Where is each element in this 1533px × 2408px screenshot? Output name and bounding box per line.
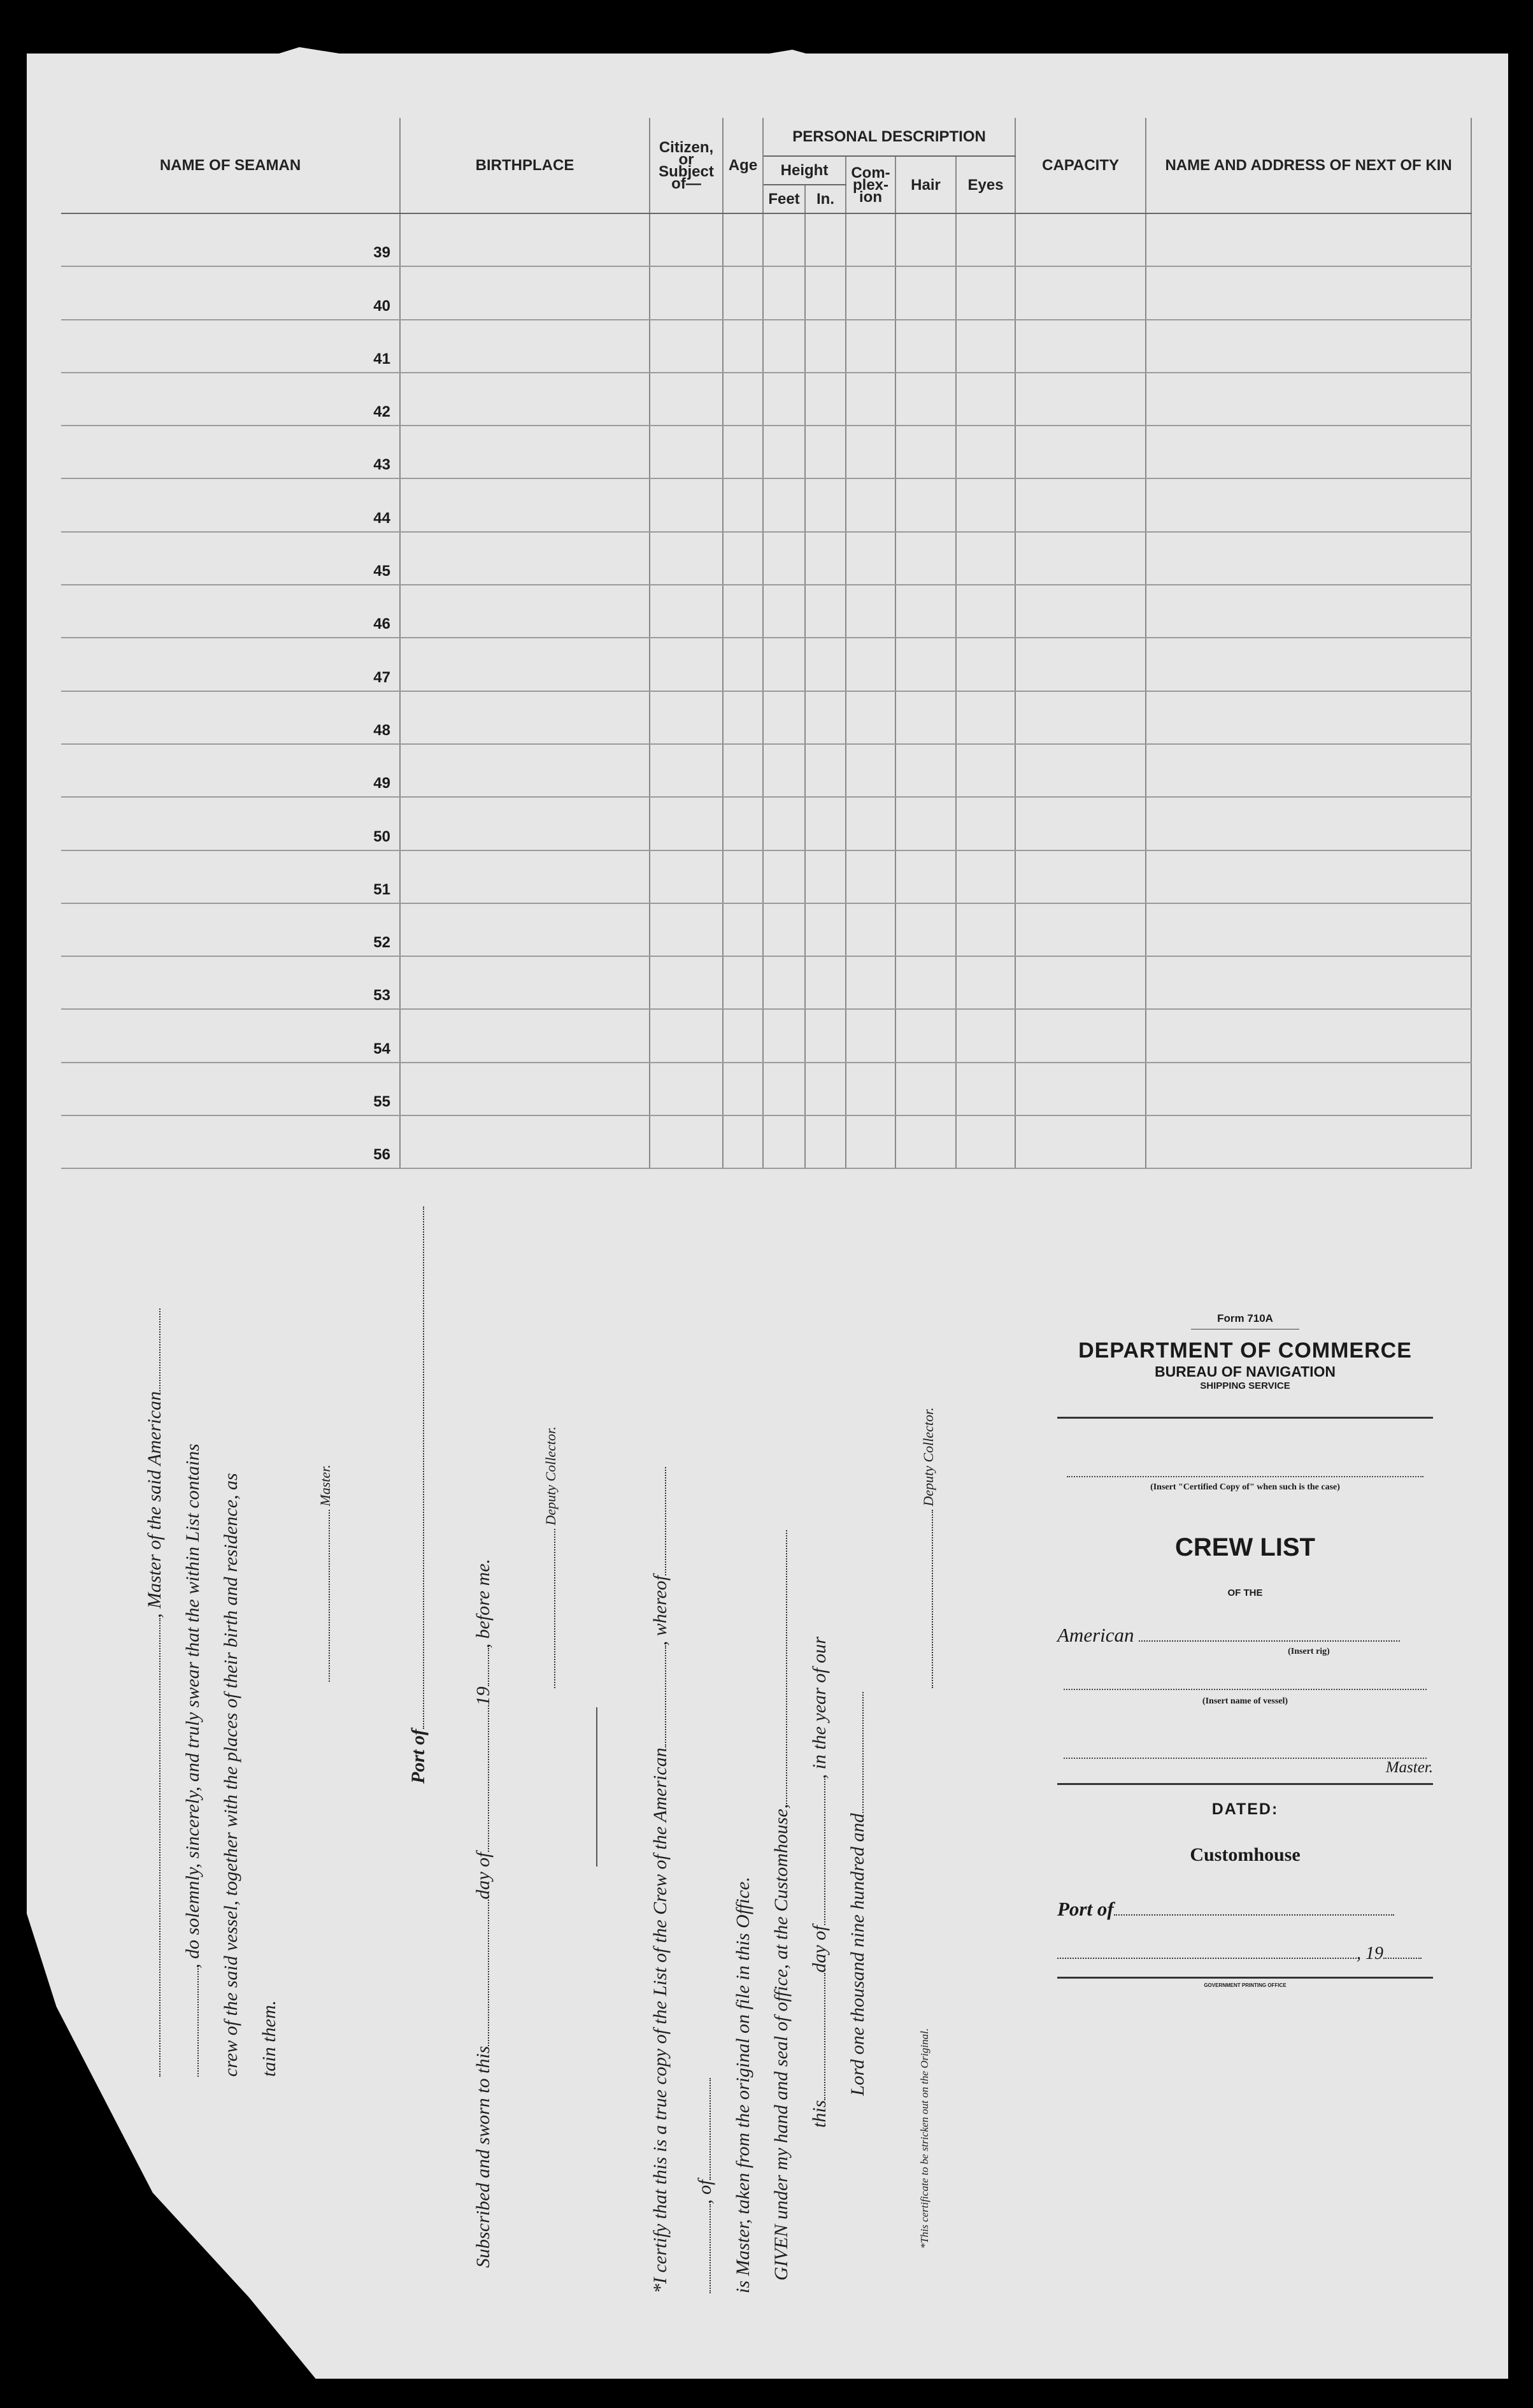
table-cell[interactable] (400, 532, 650, 585)
table-cell[interactable] (1015, 213, 1146, 266)
printer-imprint: GOVERNMENT PRINTING OFFICE (1204, 1982, 1287, 1988)
table-cell[interactable] (1015, 478, 1146, 531)
table-cell[interactable] (650, 744, 723, 797)
table-cell[interactable] (805, 266, 846, 319)
table-cell[interactable] (723, 1063, 763, 1115)
table-cell[interactable] (763, 478, 805, 531)
table-cell[interactable] (400, 638, 650, 691)
table-cell[interactable] (846, 850, 895, 903)
table-cell[interactable] (895, 373, 956, 426)
table-cell[interactable] (1015, 744, 1146, 797)
form-number: Form 710A (1217, 1312, 1273, 1324)
table-cell[interactable] (650, 373, 723, 426)
crew-table-region (61, 118, 1471, 1164)
table-cell[interactable] (1015, 638, 1146, 691)
table-cell[interactable] (1146, 1063, 1471, 1115)
table-cell[interactable] (805, 744, 846, 797)
table-cell[interactable] (723, 373, 763, 426)
certificate-line-5: thisday of, in the year of our (809, 1637, 830, 2128)
table-cell[interactable] (1015, 1063, 1146, 1115)
rule (1057, 1417, 1433, 1419)
header-next-of-kin: NAME AND ADDRESS OF NEXT OF KIN (1146, 118, 1471, 213)
table-cell[interactable] (1015, 266, 1146, 319)
table-cell[interactable] (956, 903, 1015, 956)
table-cell[interactable] (805, 373, 846, 426)
table-cell[interactable] (650, 1063, 723, 1115)
table-cell[interactable] (1146, 797, 1471, 850)
table-cell[interactable] (1146, 213, 1471, 266)
table-cell[interactable] (895, 1063, 956, 1115)
table-cell[interactable] (763, 373, 805, 426)
header-citizen: Citizen, or Subject of— (650, 118, 723, 213)
header-capacity: CAPACITY (1015, 118, 1146, 213)
table-cell[interactable] (1146, 426, 1471, 478)
table-cell[interactable] (956, 213, 1015, 266)
table-cell[interactable] (846, 213, 895, 266)
table-cell[interactable] (895, 638, 956, 691)
table-row (61, 744, 1471, 797)
service-title: SHIPPING SERVICE (1200, 1380, 1290, 1391)
table-cell[interactable] (805, 638, 846, 691)
table-cell[interactable] (1146, 691, 1471, 744)
table-cell[interactable] (846, 797, 895, 850)
vessel-name-line[interactable] (1064, 1689, 1427, 1690)
table-row (61, 320, 1471, 373)
table-row (61, 797, 1471, 850)
table-cell[interactable] (1015, 903, 1146, 956)
table-cell[interactable] (956, 585, 1015, 638)
table-cell[interactable] (1015, 320, 1146, 373)
table-cell[interactable] (1015, 1115, 1146, 1168)
table-cell[interactable] (846, 638, 895, 691)
table-cell[interactable] (956, 320, 1015, 373)
table-cell[interactable] (956, 532, 1015, 585)
table-cell[interactable] (763, 532, 805, 585)
table-cell[interactable] (400, 744, 650, 797)
table-cell[interactable] (650, 426, 723, 478)
table-cell[interactable] (650, 585, 723, 638)
table-cell[interactable] (956, 956, 1015, 1009)
row-number-cell[interactable]: 51 (61, 850, 400, 903)
cover-panel (1057, 1312, 1433, 1988)
table-cell[interactable] (846, 266, 895, 319)
crew-rows (61, 213, 1471, 1168)
table-cell[interactable] (805, 532, 846, 585)
table-cell[interactable] (895, 213, 956, 266)
row-number-cell[interactable]: 48 (61, 691, 400, 744)
header-name-of-seaman: NAME OF SEAMAN (61, 118, 400, 213)
certificate-line-4: GIVEN under my hand and seal of office, at the Customhouse, (771, 1530, 792, 2281)
bureau-title: BUREAU OF NAVIGATION (1154, 1363, 1336, 1380)
rule (1057, 1783, 1433, 1785)
table-row (61, 532, 1471, 585)
table-cell[interactable] (1146, 903, 1471, 956)
of-the-label: OF THE (1227, 1587, 1263, 1598)
insert-rig-note: (Insert rig) (1288, 1647, 1330, 1656)
table-cell[interactable] (650, 956, 723, 1009)
row-number-cell[interactable]: 42 (61, 373, 400, 426)
row-number-cell[interactable]: 44 (61, 478, 400, 531)
table-cell[interactable] (805, 426, 846, 478)
table-row (61, 266, 1471, 319)
crew-table (61, 118, 1472, 1169)
table-cell[interactable] (895, 744, 956, 797)
table-cell[interactable] (400, 213, 650, 266)
row-number-cell[interactable]: 50 (61, 797, 400, 850)
row-number-cell[interactable]: 45 (61, 532, 400, 585)
table-cell[interactable] (846, 744, 895, 797)
table-cell[interactable] (763, 797, 805, 850)
table-cell[interactable] (1146, 532, 1471, 585)
table-cell[interactable] (956, 426, 1015, 478)
row-number-cell[interactable]: 52 (61, 903, 400, 956)
row-number-cell[interactable]: 56 (61, 1115, 400, 1168)
table-cell[interactable] (805, 585, 846, 638)
vessel-rig-line: American (1057, 1624, 1433, 1647)
table-cell[interactable] (763, 956, 805, 1009)
table-cell[interactable] (1146, 744, 1471, 797)
table-cell[interactable] (1015, 585, 1146, 638)
table-row (61, 478, 1471, 531)
oath-master-signature: Master. (317, 1465, 334, 1682)
row-number-cell[interactable]: 43 (61, 426, 400, 478)
table-cell[interactable] (723, 903, 763, 956)
table-cell[interactable] (400, 903, 650, 956)
header-birthplace: BIRTHPLACE (400, 118, 650, 213)
oath-deputy-collector: Deputy Collector. (543, 1426, 559, 1688)
table-cell[interactable] (846, 956, 895, 1009)
table-cell[interactable] (723, 320, 763, 373)
table-cell[interactable] (650, 1009, 723, 1062)
table-cell[interactable] (400, 1115, 650, 1168)
table-cell[interactable] (956, 478, 1015, 531)
table-row (61, 1009, 1471, 1062)
table-cell[interactable] (650, 266, 723, 319)
table-cell[interactable] (400, 1009, 650, 1062)
table-cell[interactable] (1146, 638, 1471, 691)
table-cell[interactable] (723, 691, 763, 744)
certificate-line-6: Lord one thousand nine hundred and (847, 1692, 869, 2096)
table-cell[interactable] (1146, 373, 1471, 426)
table-cell[interactable] (723, 426, 763, 478)
table-cell[interactable] (846, 532, 895, 585)
customhouse-label: Customhouse (1190, 1844, 1301, 1865)
table-cell[interactable] (895, 1115, 956, 1168)
table-cell[interactable] (723, 532, 763, 585)
table-cell[interactable] (805, 691, 846, 744)
table-cell[interactable] (763, 266, 805, 319)
insert-vessel-note: (Insert name of vessel) (1202, 1696, 1288, 1706)
certificate-line-1: *I certify that this is a true copy of the List of the Crew of the American, whereof (650, 1467, 671, 2293)
table-cell[interactable] (1146, 266, 1471, 319)
table-cell[interactable] (895, 532, 956, 585)
table-row (61, 1115, 1471, 1168)
table-cell[interactable] (895, 478, 956, 531)
row-number-cell[interactable]: 53 (61, 956, 400, 1009)
table-cell[interactable] (805, 478, 846, 531)
table-row (61, 585, 1471, 638)
table-cell[interactable] (723, 266, 763, 319)
row-number-cell[interactable]: 41 (61, 320, 400, 373)
department-title: DEPARTMENT OF COMMERCE (1078, 1338, 1412, 1363)
table-cell[interactable] (846, 1063, 895, 1115)
table-cell[interactable] (723, 850, 763, 903)
master-label: Master. (1385, 1759, 1433, 1776)
table-cell[interactable] (895, 691, 956, 744)
table-cell[interactable] (805, 213, 846, 266)
table-cell[interactable] (650, 638, 723, 691)
table-cell[interactable] (895, 903, 956, 956)
table-cell[interactable] (400, 373, 650, 426)
table-cell[interactable] (763, 638, 805, 691)
header-age: Age (723, 118, 763, 213)
table-cell[interactable] (1015, 373, 1146, 426)
table-cell[interactable] (956, 1115, 1015, 1168)
oath-line-1: , Master of the said American (144, 1308, 166, 2077)
table-cell[interactable] (763, 213, 805, 266)
row-number-cell[interactable]: 40 (61, 266, 400, 319)
table-cell[interactable] (895, 585, 956, 638)
table-cell[interactable] (1146, 478, 1471, 531)
table-cell[interactable] (400, 691, 650, 744)
table-row (61, 213, 1471, 266)
table-cell[interactable] (763, 850, 805, 903)
table-cell[interactable] (895, 956, 956, 1009)
table-cell[interactable] (650, 478, 723, 531)
table-row (61, 1063, 1471, 1115)
table-cell[interactable] (650, 850, 723, 903)
table-cell[interactable] (1146, 850, 1471, 903)
table-cell[interactable] (400, 585, 650, 638)
rule (1057, 1977, 1433, 1979)
table-cell[interactable] (400, 850, 650, 903)
table-cell[interactable] (956, 1063, 1015, 1115)
table-cell[interactable] (805, 1063, 846, 1115)
table-cell[interactable] (400, 266, 650, 319)
table-cell[interactable] (805, 320, 846, 373)
table-cell[interactable] (1015, 1009, 1146, 1062)
row-number-cell[interactable]: 54 (61, 1009, 400, 1062)
certificate-footnote: *This certificate to be stricken out on the Original. (918, 2028, 930, 2249)
table-cell[interactable] (956, 1009, 1015, 1062)
oath-line-2: , do solemnly, sincerely, and truly swear that the within List contains (182, 1444, 204, 2077)
table-row (61, 426, 1471, 478)
table-cell[interactable] (400, 320, 650, 373)
table-cell[interactable] (650, 903, 723, 956)
table-cell[interactable] (805, 903, 846, 956)
table-cell[interactable] (1015, 850, 1146, 903)
table-row (61, 638, 1471, 691)
table-row (61, 903, 1471, 956)
table-cell[interactable] (650, 797, 723, 850)
table-row (61, 373, 1471, 426)
oath-line-3: crew of the said vessel, together with the places of their birth and residence, as (220, 1473, 241, 2077)
table-cell[interactable] (1015, 532, 1146, 585)
table-cell[interactable] (723, 744, 763, 797)
table-cell[interactable] (805, 797, 846, 850)
table-cell[interactable] (650, 1115, 723, 1168)
table-cell[interactable] (763, 585, 805, 638)
header-feet: Feet (763, 185, 805, 213)
table-cell[interactable] (846, 1009, 895, 1062)
certificate-line-2: , of (694, 2078, 716, 2293)
table-cell[interactable] (763, 744, 805, 797)
table-cell[interactable] (763, 426, 805, 478)
header-height: Height (763, 156, 846, 185)
table-cell[interactable] (1015, 691, 1146, 744)
table-cell[interactable] (1015, 956, 1146, 1009)
oath-port-of: Port of (408, 1207, 429, 1784)
table-cell[interactable] (763, 1063, 805, 1115)
port-of-line: Port of (1057, 1898, 1433, 1921)
certificate-line-3: is Master, taken from the original on file in this Office. (732, 1877, 753, 2293)
table-cell[interactable] (805, 956, 846, 1009)
table-cell[interactable] (650, 691, 723, 744)
table-cell[interactable] (1146, 320, 1471, 373)
table-cell[interactable] (723, 1115, 763, 1168)
table-cell[interactable] (956, 744, 1015, 797)
table-row (61, 956, 1471, 1009)
table-cell[interactable] (805, 850, 846, 903)
table-cell[interactable] (1015, 797, 1146, 850)
table-cell[interactable] (650, 320, 723, 373)
table-cell[interactable] (723, 797, 763, 850)
table-cell[interactable] (846, 426, 895, 478)
table-cell[interactable] (400, 478, 650, 531)
table-cell[interactable] (723, 1009, 763, 1062)
table-cell[interactable] (895, 1009, 956, 1062)
oath-line-4: tain them. (259, 2000, 280, 2077)
table-cell[interactable] (763, 1115, 805, 1168)
header-personal-description: PERSONAL DESCRIPTION (763, 118, 1015, 156)
certificate-deputy-collector: Deputy Collector. (920, 1407, 937, 1688)
table-cell[interactable] (400, 1063, 650, 1115)
table-cell[interactable] (895, 426, 956, 478)
row-number-cell[interactable]: 46 (61, 585, 400, 638)
table-cell[interactable] (723, 638, 763, 691)
header-complexion: Com-plex-ion (846, 156, 895, 213)
table-cell[interactable] (846, 373, 895, 426)
date-line: , 19 (1057, 1944, 1433, 1964)
table-cell[interactable] (956, 373, 1015, 426)
table-cell[interactable] (650, 532, 723, 585)
table-cell[interactable] (763, 903, 805, 956)
table-cell[interactable] (1015, 426, 1146, 478)
row-number-cell[interactable]: 55 (61, 1063, 400, 1115)
row-number-cell[interactable]: 47 (61, 638, 400, 691)
table-cell[interactable] (895, 850, 956, 903)
table-cell[interactable] (400, 797, 650, 850)
table-cell[interactable] (650, 213, 723, 266)
row-number-cell[interactable]: 49 (61, 744, 400, 797)
table-cell[interactable] (956, 850, 1015, 903)
table-cell[interactable] (1146, 956, 1471, 1009)
table-cell[interactable] (846, 691, 895, 744)
table-cell[interactable] (895, 266, 956, 319)
row-number-cell[interactable]: 39 (61, 213, 400, 266)
table-cell[interactable] (1146, 1009, 1471, 1062)
table-cell[interactable] (805, 1009, 846, 1062)
table-cell[interactable] (895, 797, 956, 850)
table-row (61, 691, 1471, 744)
table-cell[interactable] (723, 956, 763, 1009)
table-cell[interactable] (763, 320, 805, 373)
table-cell[interactable] (723, 478, 763, 531)
table-cell[interactable] (763, 691, 805, 744)
table-cell[interactable] (1146, 1115, 1471, 1168)
table-cell[interactable] (956, 691, 1015, 744)
crew-list-title: CREW LIST (1175, 1533, 1315, 1561)
header-hair: Hair (895, 156, 956, 213)
header-inches: In. (805, 185, 846, 213)
certified-copy-note: (Insert "Certified Copy of" when such is the case) (1150, 1482, 1340, 1492)
table-cell[interactable] (400, 426, 650, 478)
table-cell[interactable] (956, 638, 1015, 691)
table-cell[interactable] (763, 1009, 805, 1062)
table-cell[interactable] (895, 320, 956, 373)
table-cell[interactable] (846, 320, 895, 373)
certified-copy-line[interactable] (1067, 1476, 1423, 1477)
header-eyes: Eyes (956, 156, 1015, 213)
dated-label: DATED: (1211, 1800, 1279, 1818)
table-cell[interactable] (956, 266, 1015, 319)
table-cell[interactable] (723, 213, 763, 266)
table-cell[interactable] (723, 585, 763, 638)
table-cell[interactable] (846, 1115, 895, 1168)
table-cell[interactable] (846, 585, 895, 638)
table-cell[interactable] (1146, 585, 1471, 638)
table-cell[interactable] (846, 903, 895, 956)
table-cell[interactable] (846, 478, 895, 531)
oath-subscribed-line: Subscribed and sworn to thisday of19, before me. (473, 1558, 494, 2268)
table-row (61, 850, 1471, 903)
table-cell[interactable] (400, 956, 650, 1009)
divider-line (596, 1707, 597, 1867)
table-cell[interactable] (956, 797, 1015, 850)
table-cell[interactable] (805, 1115, 846, 1168)
